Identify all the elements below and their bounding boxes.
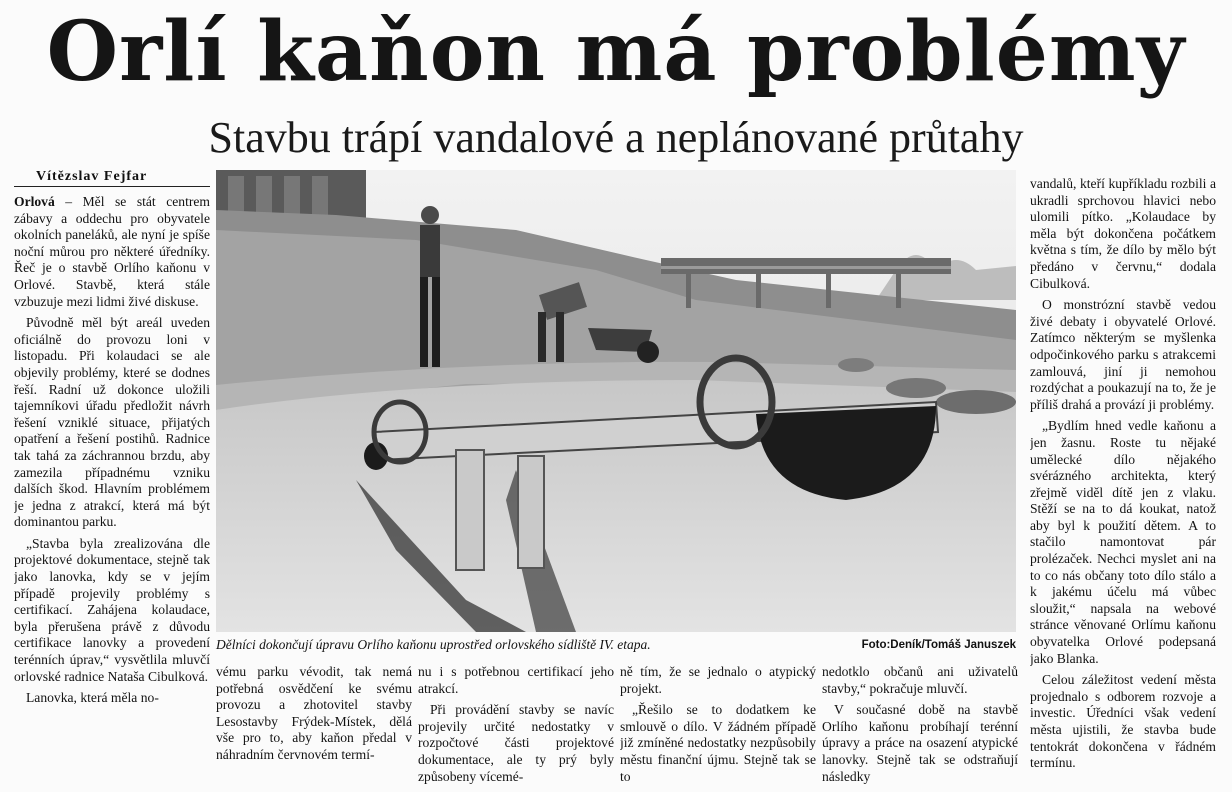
paragraph: Při provádění stavby se navíc projevily určité nedostatky v rozpočtové části projektové dokumentace, ale ty prý byly způsobeny vícemé-	[418, 702, 614, 784]
article-column-5	[822, 664, 1018, 788]
byline-rule	[14, 186, 210, 187]
caption-text: Dělníci dokončují úpravu Orlího kaňonu uprostřed orlovského sídliště IV. etapa.	[216, 637, 651, 652]
paragraph: Lanovka, která měla no-	[26, 690, 159, 706]
paragraph-continued: vému parku vévodit, tak nemá potřebná osvědčení ke svému provozu a zhotovitel stavby Lesostavby Frýdek-Místek, dělá vše pro to, aby kaňon předal v náhradním červnovém termí-	[216, 664, 412, 762]
article-column-6	[1030, 176, 1216, 788]
paragraph: V současné době na stavbě Orlího kaňonu probíhají terénní úpravy a práce na osazení atypické lanovky. Stejně tak se odstraňují následky	[822, 702, 1018, 784]
paragraph-continued: nu i s potřebnou certifikací jeho atrakcí.	[418, 664, 614, 696]
paragraph-continued: nedotklo občanů ani uživatelů stavby,“ pokračuje mluvčí.	[822, 664, 1018, 696]
paragraph: Celou záležitost vedení města projednalo s odborem rozvoje a investic. Úředníci však vedení města ujistili, že stavba bude tentokrát dokončena v řádném termínu.	[1030, 672, 1216, 771]
article-photo	[216, 170, 1016, 632]
paragraph: O monstrózní stavbě vedou živé debaty i obyvatelé Orlové. Zatímco některým se myšlenka odpočinkového parku s atrakcemi zamlouvá, jiní ji nemohou rozdýchat a poukazují na to, že je příliš drahá a provází ji problémy.	[1030, 297, 1216, 412]
lead-text: – Měl se stát centrem zábavy a oddechu pro obyvatele okolních paneláků, ale nyní je spíše noční můrou pro některé úředníky. Řeč je o stavbě Orlího kaňonu v Orlové. Stavbě, která stále vzbuzuje mezi lidmi živé diskuse.	[14, 194, 210, 309]
subheadline: Stavbu trápí vandalové a neplánované průtahy	[208, 113, 1024, 162]
paragraph-continued: vandalů, kteří kupříkladu rozbili a ukradli sprchovou hlavici nebo ulomili pítko. „Kolaudace by měla být dokončena počátkem května s tím, že dílo by mělo být předáno v červnu,“ dodala Cibulková.	[1030, 176, 1216, 291]
quote-paragraph: „Řešilo se to dodatkem ke smlouvě o dílo. V žádném případě již zmíněné nedostatky nezpůsobily městu finanční újmu. Stejně tak se to	[620, 702, 816, 784]
byline: Vítězslav Fejfar	[36, 169, 148, 184]
article-column-4	[620, 664, 816, 788]
article-column-2	[216, 664, 412, 788]
quote-paragraph: „Bydlím hned vedle kaňonu a jen žasnu. Roste tu nějaké umělecké dílo nějakého svérázného architekta, který zřejmě viděl dítě jen z vlaku. Stěží se na to dá koukat, natož aby byl k použití dětem. A to stačilo namontovat pár prolézaček. Nechci myslet ani na to co nás občany toto dílo stálo a k jakému účelu má vůbec sloužit,“ napsala na webové stránce věnované Orlímu kaňonu obyvatelka Orlové podepsaná jako Blanka.	[1030, 418, 1216, 666]
paragraph-continued: ně tím, že se jednalo o atypický projekt.	[620, 664, 816, 696]
article-lead	[14, 194, 210, 310]
article-column-1	[14, 194, 210, 784]
paragraph: Původně měl být areál uveden oficiálně do provozu loni v listopadu. Při kolaudaci se ale objevily problémy, které se dodnes řeší. Radní už dokonce uložili tajemníkovi úřadu předložit návrh řešení vzniklé situace, přijatých opatření a řešení postihů. Radnice tak tahá za záchrannou brzdu, aby zamezila případnému vzniku dalších škod. Hlavním problémem je jedna z atrakcí, která má být dominantou parku.	[14, 315, 210, 530]
article-column-3	[418, 664, 614, 788]
photo-illustration	[216, 170, 1016, 632]
dateline: Orlová	[14, 194, 55, 209]
quote-paragraph: „Stavba byla zrealizována dle projektové dokumentace, stejně tak jako lanovka, kdy se v jejím případě projevily problémy s certifikací. Zahájena kolaudace, byla přerušena právě z důvodu certifikace lanovky a provedení terénních úprav,“ vysvětlila mluvčí orlovské radnice Nataša Cibulková.	[14, 535, 210, 684]
headline: Orlí kaňon má problémy	[46, 4, 1186, 100]
photo-credit: Foto:Deník/Tomáš Januszek	[861, 639, 1016, 651]
photo-caption	[216, 637, 1016, 653]
